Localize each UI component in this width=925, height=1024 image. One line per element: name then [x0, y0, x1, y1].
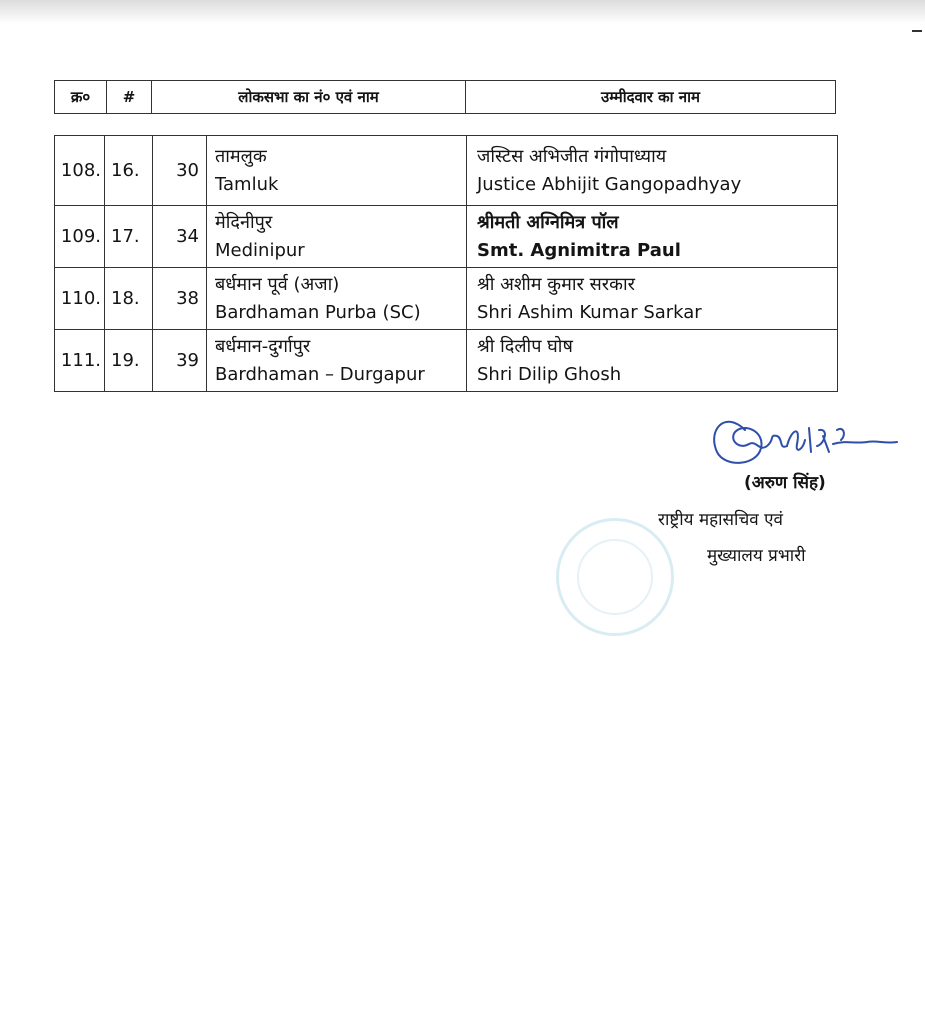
list-number: 19. — [105, 330, 153, 391]
constituency-name-hindi: तामलुक — [215, 145, 267, 167]
constituency-name-english: Medinipur — [215, 239, 305, 261]
office-stamp-inner-ring — [577, 539, 653, 615]
candidate-name-english: Justice Abhijit Gangopadhyay — [477, 173, 742, 195]
header-candidate: उम्मीदवार का नाम — [601, 88, 700, 106]
constituency-number: 30 — [153, 136, 207, 205]
constituency-name-english: Bardhaman Purba (SC) — [215, 301, 421, 323]
list-number: 17. — [105, 206, 153, 267]
scan-top-shadow — [0, 0, 925, 24]
constituency-number: 39 — [153, 330, 207, 391]
signatory-title-line1: राष्ट्रीय महासचिव एवं — [658, 510, 783, 530]
constituency-name-english: Tamluk — [215, 173, 279, 195]
serial-number: 109. — [55, 206, 105, 267]
table-row — [55, 267, 837, 329]
constituency-number: 34 — [153, 206, 207, 267]
candidate-name-hindi: श्रीमती अग्निमित्र पॉल — [477, 211, 619, 233]
candidate-name-english: Smt. Agnimitra Paul — [477, 239, 681, 261]
signature-scribble — [705, 400, 905, 480]
candidate-name — [467, 330, 837, 391]
candidate-name — [467, 206, 837, 267]
header-serial: क्र० — [55, 81, 107, 113]
constituency-name — [207, 136, 467, 205]
office-stamp — [556, 518, 674, 636]
candidate-name — [467, 268, 837, 329]
candidate-name-english: Shri Ashim Kumar Sarkar — [477, 301, 702, 323]
table-row — [55, 136, 837, 205]
constituency-name-hindi: बर्धमान पूर्व (अजा) — [215, 273, 340, 295]
constituency-name-english: Bardhaman – Durgapur — [215, 363, 425, 385]
constituency-name — [207, 330, 467, 391]
serial-number: 110. — [55, 268, 105, 329]
candidate-name-hindi: श्री अशीम कुमार सरकार — [477, 273, 635, 295]
list-number: 16. — [105, 136, 153, 205]
list-number: 18. — [105, 268, 153, 329]
table-row — [55, 205, 837, 267]
serial-number: 108. — [55, 136, 105, 205]
table-row — [55, 329, 837, 391]
table-header — [54, 80, 836, 114]
candidate-name-hindi: जस्टिस अभिजीत गंगोपाध्याय — [477, 145, 667, 167]
signatory-title-line2: मुख्यालय प्रभारी — [707, 546, 806, 566]
constituency-name — [207, 206, 467, 267]
candidate-name — [467, 136, 837, 205]
candidate-table — [54, 135, 838, 392]
serial-number: 111. — [55, 330, 105, 391]
header-constituency: लोकसभा का नं० एवं नाम — [152, 81, 466, 113]
header-hash: # — [107, 81, 152, 113]
candidate-name-english: Shri Dilip Ghosh — [477, 363, 622, 385]
signatory-name: (अरुण सिंह) — [744, 473, 826, 493]
scan-corner-mark — [912, 30, 922, 32]
constituency-name-hindi: बर्धमान-दुर्गापुर — [215, 335, 311, 357]
candidate-name-hindi: श्री दिलीप घोष — [477, 335, 573, 357]
constituency-number: 38 — [153, 268, 207, 329]
constituency-name — [207, 268, 467, 329]
constituency-name-hindi: मेदिनीपुर — [215, 211, 273, 233]
